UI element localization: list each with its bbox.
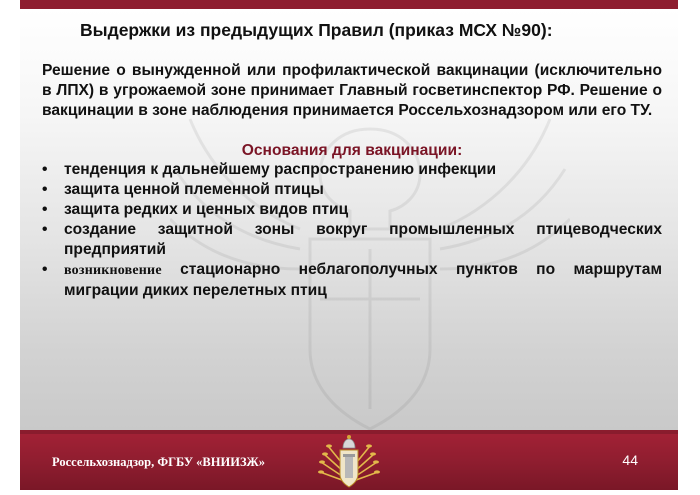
bullet-marker: • <box>42 221 48 238</box>
page-number: 44 <box>622 452 638 468</box>
bullet-marker: • <box>42 181 48 198</box>
list-item-text: защита редких и ценных видов птиц <box>64 201 349 218</box>
list-item-text: стационарно неблагополучных пунктов по маршрутам миграции диких перелетных птиц <box>64 261 662 299</box>
list-item <box>42 180 662 200</box>
bullet-marker: • <box>42 161 48 178</box>
footer-bar <box>20 430 678 490</box>
footer-organization: Россельхознадзор, ФГБУ «ВНИИЗЖ» <box>52 455 265 469</box>
section-subheading: Основания для вакцинации: <box>241 142 463 159</box>
bullet-marker: • <box>42 201 48 218</box>
list-item-lead-word: возникновение <box>64 263 162 278</box>
page-title: Выдержки из предыдущих Правил (приказ МСХ №90): <box>80 20 553 40</box>
list-item-text: создание защитной зоны вокруг промышленных птицеводческих предприятий <box>64 221 662 258</box>
list-item <box>42 160 662 180</box>
list-item-text: защита ценной племенной птицы <box>64 181 324 198</box>
top-accent-bar <box>20 0 678 9</box>
list-item <box>42 200 662 220</box>
bullet-marker: • <box>42 261 48 278</box>
list-item <box>42 260 662 301</box>
list-item <box>42 220 662 260</box>
intro-paragraph: Решение о вынужденной или профилактической вакцинации (исключительно в ЛПХ) в угрожаемой зоне принимает Главный госветинспектор РФ. Решение о вакцинации в зоне наблюдения принимается Россельхознадзором или его ТУ. <box>42 62 662 119</box>
rosselkhoznadzor-emblem-icon <box>318 432 380 490</box>
vaccination-grounds-list <box>42 160 662 301</box>
list-item-text: тенденция к дальнейшему распространению инфекции <box>64 161 497 178</box>
